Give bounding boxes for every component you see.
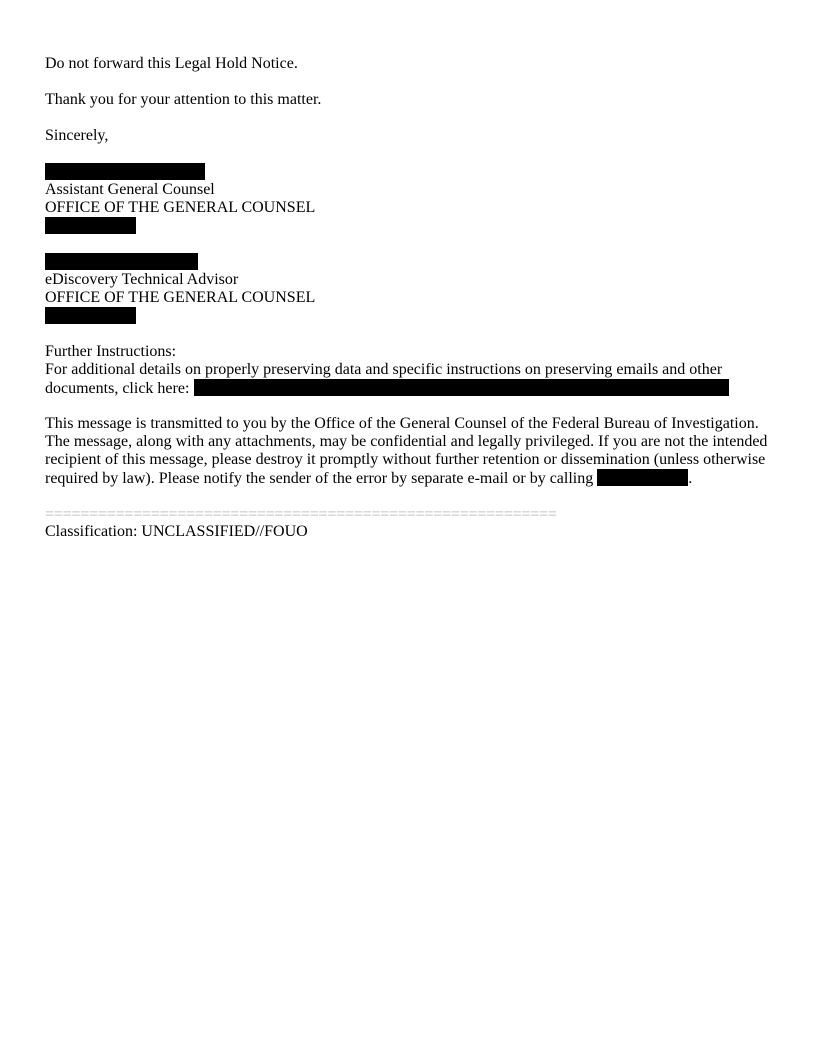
- redacted-signatory-name-2: [45, 253, 198, 270]
- confidentiality-line-4-period: .: [688, 470, 693, 487]
- redacted-signatory-name-1: [45, 163, 205, 180]
- signatory-title-2: eDiscovery Technical Advisor: [45, 271, 239, 288]
- sincerely-text: Sincerely,: [45, 127, 109, 144]
- instructions-heading: Further Instructions:: [45, 343, 177, 360]
- redacted-phone-number: [597, 469, 688, 486]
- redacted-signatory-phone-1: [45, 217, 136, 234]
- instructions-line-2-text: documents, click here:: [45, 380, 190, 397]
- confidentiality-line-1: This message is transmitted to you by the Office of the General Counsel of the Federal Bureau of Investigation.: [45, 415, 759, 432]
- instructions-line-1: For additional details on properly preserving data and specific instructions on preserving emails and other: [45, 361, 723, 378]
- classification-text: Classification: UNCLASSIFIED//FOUO: [45, 523, 308, 540]
- divider-line: ==========================================================: [45, 506, 557, 523]
- confidentiality-line-3: recipient of this message, please destroy it promptly without further retention or dissemination (unless otherwise: [45, 451, 766, 468]
- signatory-office-2: OFFICE OF THE GENERAL COUNSEL: [45, 289, 316, 306]
- instructions-line-2: [45, 379, 729, 398]
- thanks-text: Thank you for your attention to this matter.: [45, 91, 322, 108]
- redacted-signatory-phone-2: [45, 307, 136, 324]
- signatory-title-1: Assistant General Counsel: [45, 181, 215, 198]
- confidentiality-line-2: The message, along with any attachments, may be confidential and legally privileged. If you are not the intended: [45, 433, 768, 450]
- confidentiality-line-4-text: required by law). Please notify the sender of the error by separate e-mail or by calling: [45, 470, 594, 487]
- confidentiality-line-4: [45, 469, 692, 488]
- signatory-office-1: OFFICE OF THE GENERAL COUNSEL: [45, 199, 316, 216]
- do-not-forward-text: Do not forward this Legal Hold Notice.: [45, 55, 298, 72]
- redacted-instructions-link[interactable]: [194, 379, 729, 396]
